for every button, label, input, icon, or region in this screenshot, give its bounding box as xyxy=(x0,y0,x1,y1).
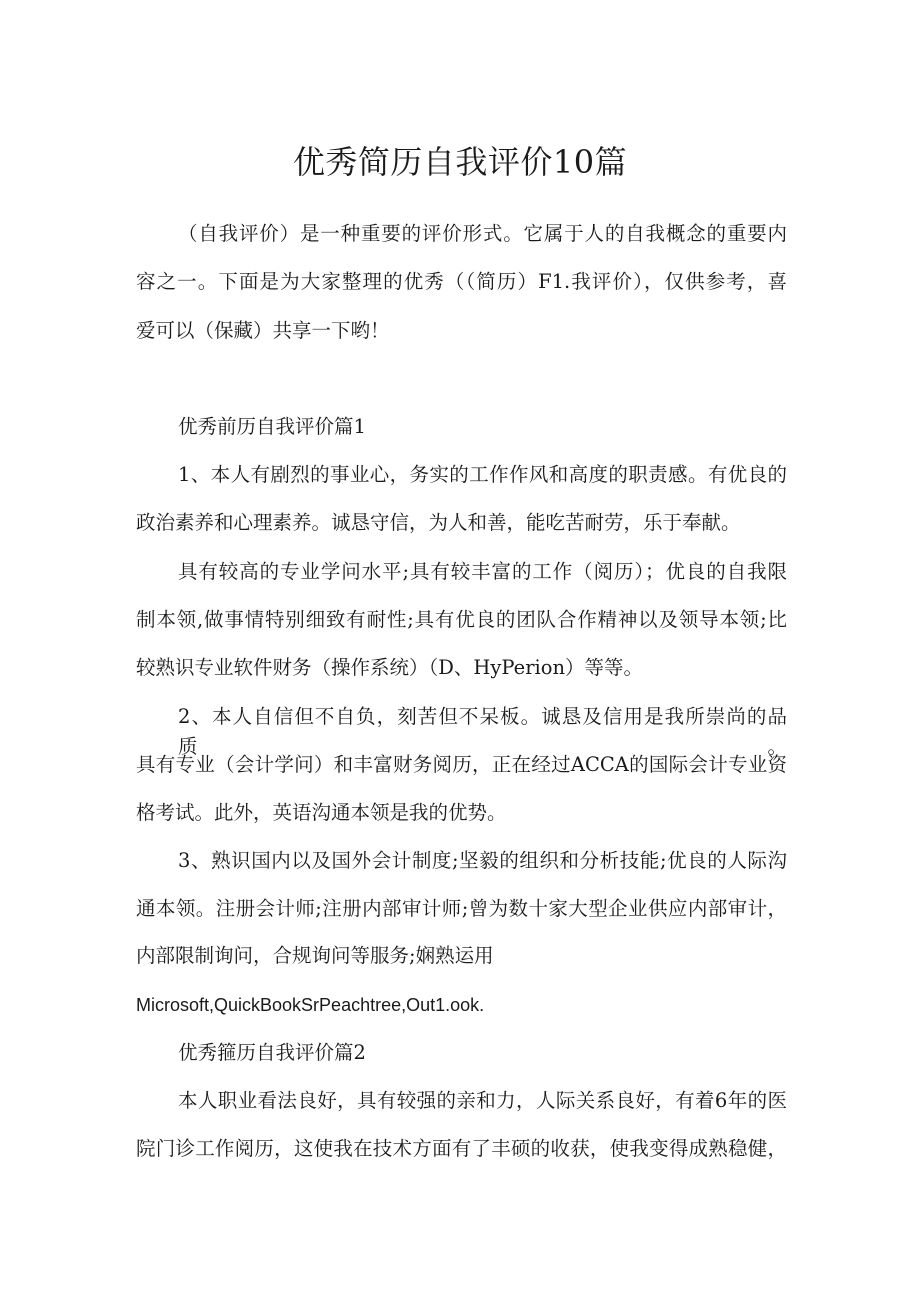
s1-p3-line-3: 格考试。此外，英语沟通本领是我的优势。 xyxy=(136,801,507,824)
s1-p1-line-1: 1、本人有剧烈的事业心，务实的工作作风和高度的职责感。有优良的 xyxy=(178,463,787,486)
intro-line-1: （自我评价）是一种重要的评价形式。它属于人的自我概念的重要内 xyxy=(178,222,787,245)
s1-p3-line-1: 2、本人自信但不自负，刻苦但不呆板。诚恳及信用是我所崇尚的品质。 xyxy=(178,705,787,758)
s2-p1-line-1: 本人职业看法良好，具有较强的亲和力，人际关系良好，有着6年的医 xyxy=(178,1089,787,1112)
document-title: 优秀简历自我评价10篇 xyxy=(292,143,628,181)
s1-p4-line-1: 3、熟识国内以及国外会计制度;坚毅的组织和分析技能;优良的人际沟 xyxy=(178,849,787,872)
s1-p3-line-2: 具有专业（会计学问）和丰富财务阅历，正在经过ACCA的国际会计专业资 xyxy=(136,753,787,776)
s1-p2-line-2: 制本领,做事情特别细致有耐性;具有优良的团队合作精神以及领导本领;比 xyxy=(136,608,787,631)
section-2-heading: 优秀箍历自我评价篇2 xyxy=(178,1041,366,1064)
s1-p1-line-2: 政治素养和心理素养。诚恳守信，为人和善，能吃苦耐劳，乐于奉献。 xyxy=(136,511,741,534)
s2-p1-line-2: 院门诊工作阅历，这使我在技术方面有了丰硕的收获，使我变得成熟稳健， xyxy=(136,1137,787,1160)
section-1-heading: 优秀前历自我评价篇1 xyxy=(178,415,366,438)
s1-p2-line-1: 具有较高的专业学问水平;具有较丰富的工作（阅历）；优良的自我限 xyxy=(178,560,787,583)
s1-p4-line-3: 内部限制询问，合规询问等服务;娴熟运用 xyxy=(136,944,494,967)
intro-line-2: 容之一。下面是为大家整理的优秀（（简历）F1.我评价），仅供参考，喜 xyxy=(136,270,787,293)
s1-p2-line-3: 较熟识专业软件财务（操作系统）（D、HyPerion）等等。 xyxy=(136,656,644,679)
s1-p4-line-4: Microsoft,QuickBookSrPeachtree,Out1.ook. xyxy=(136,995,485,1015)
intro-line-3: 爱可以（保藏）共享一下哟！ xyxy=(136,319,390,342)
s1-p4-line-2: 通本领。注册会计师;注册内部审计师;曾为数十家大型企业供应内部审计， xyxy=(136,897,787,920)
